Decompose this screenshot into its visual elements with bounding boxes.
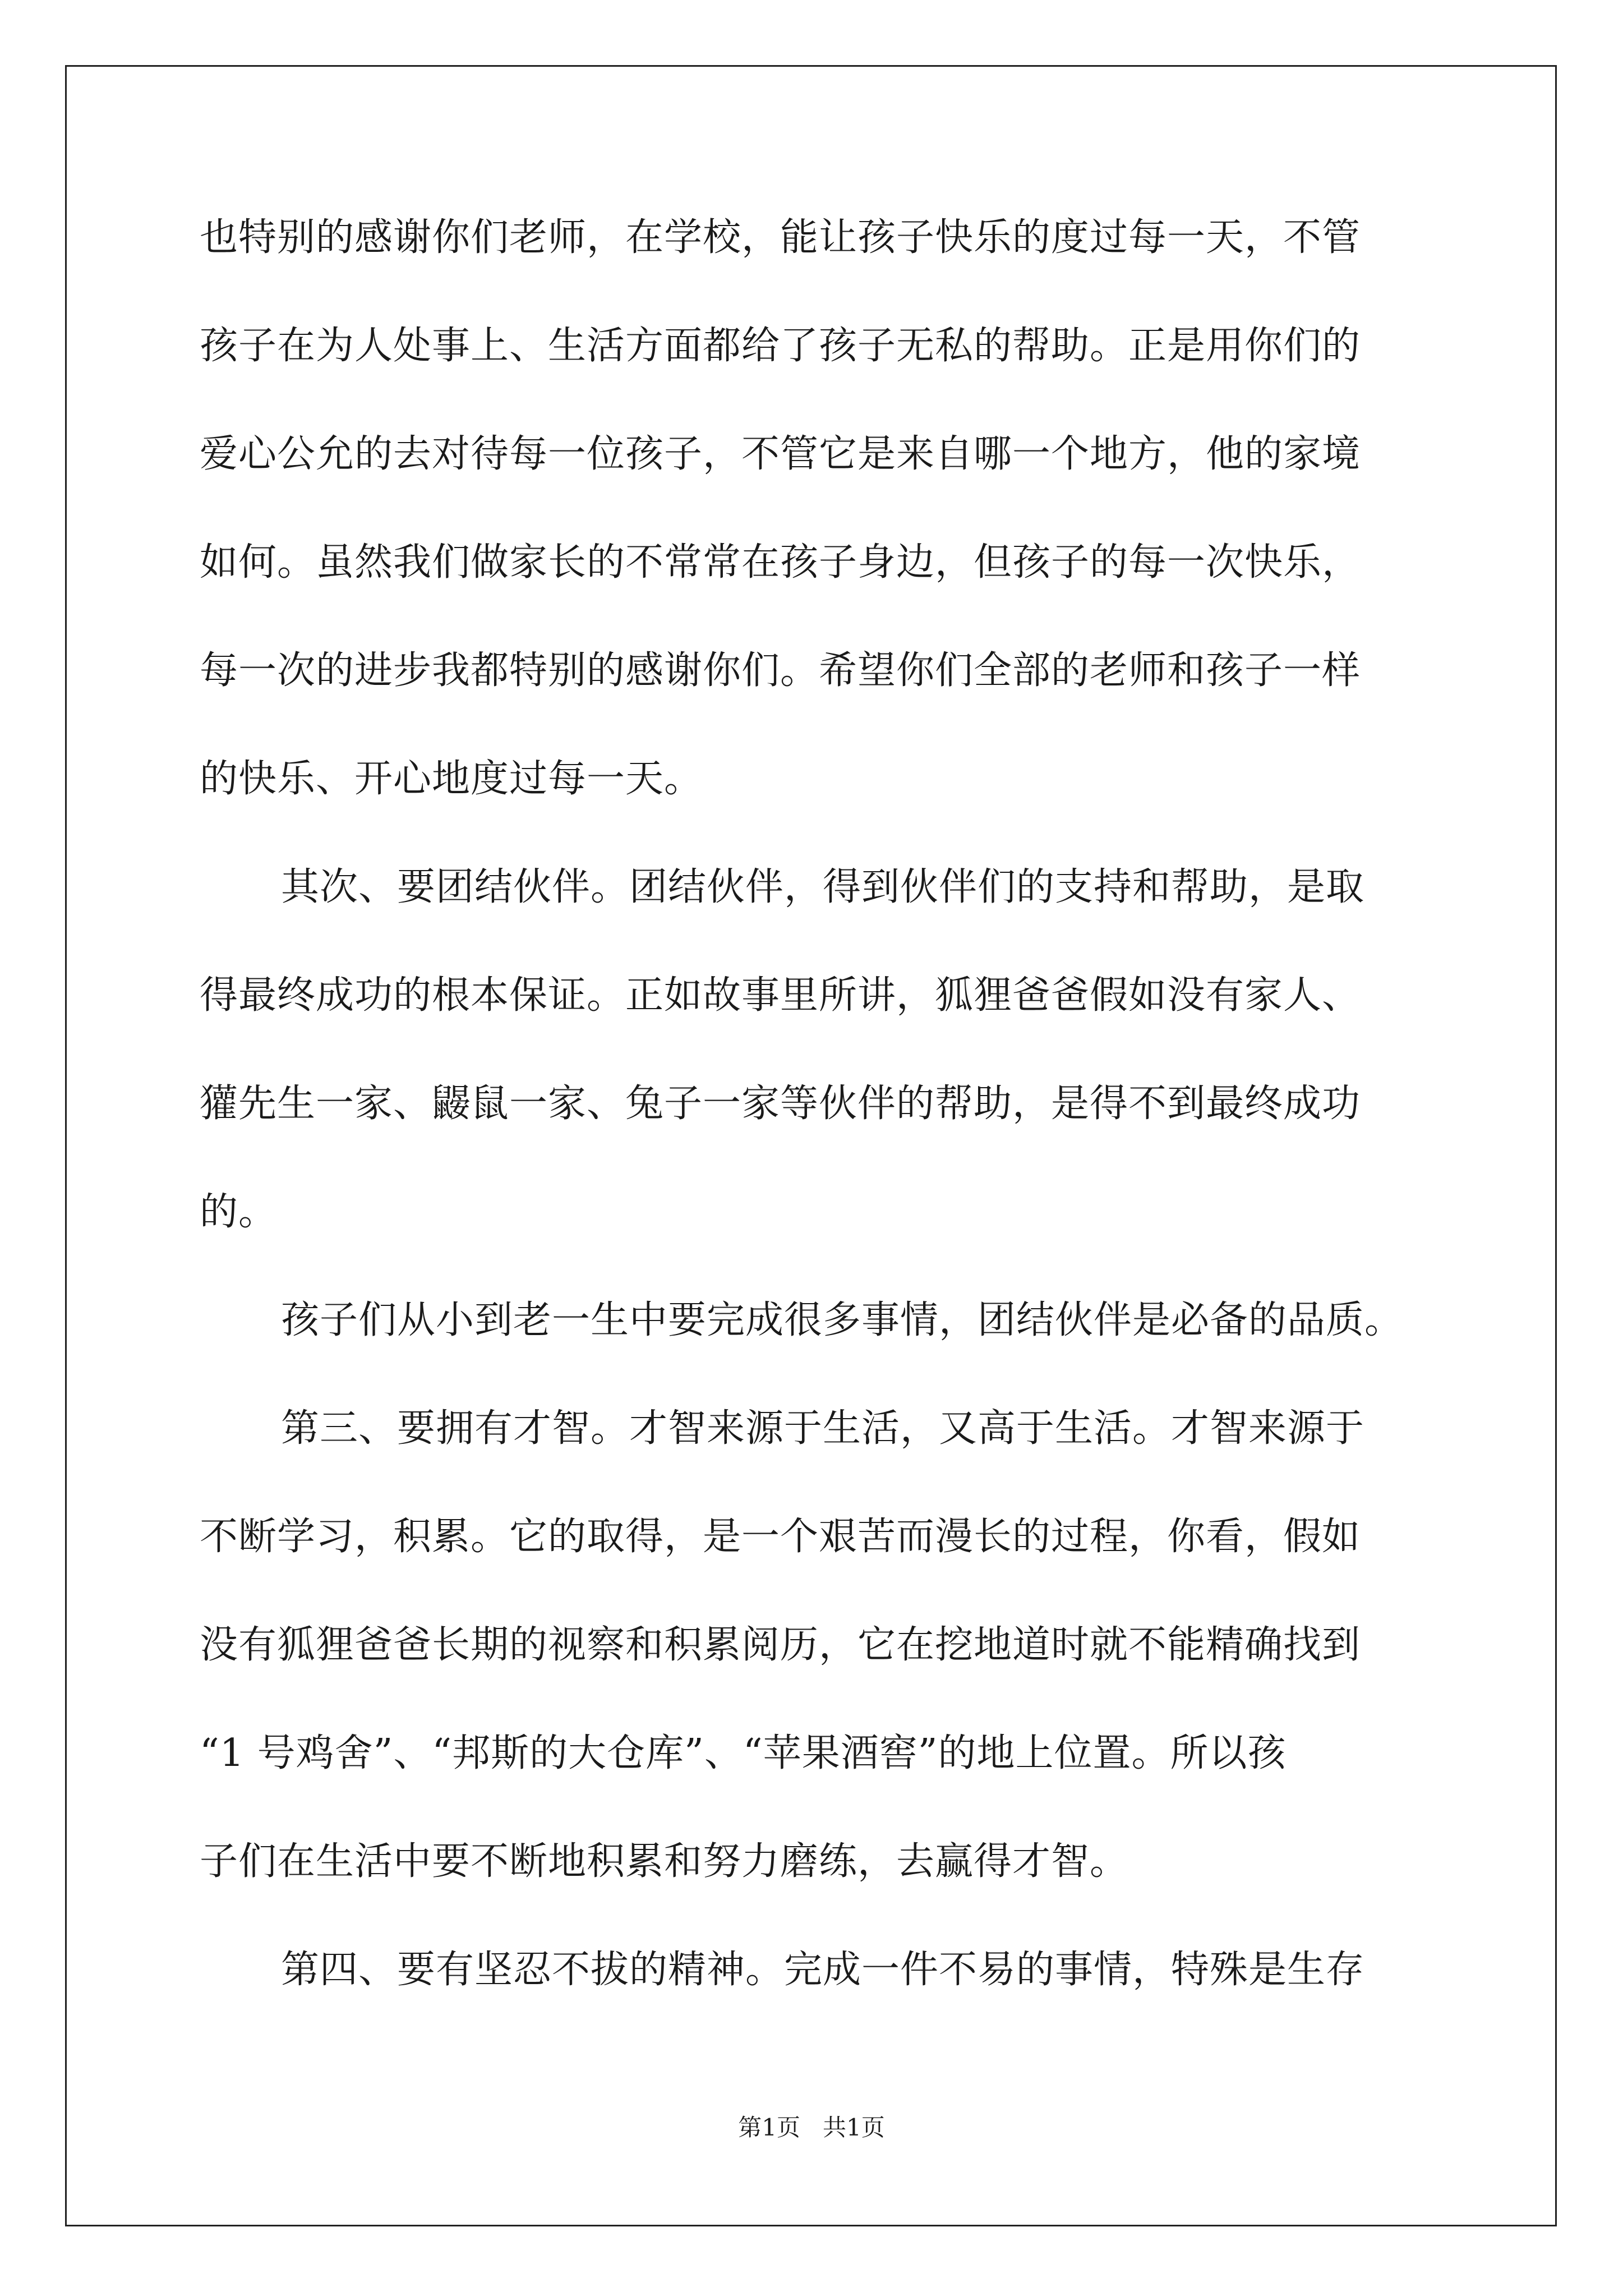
text-line: 爱心公允的去对待每一位孩子，不管它是来自哪一个地方，他的家境: [200, 432, 1361, 476]
text-line: 不断学习，积累。它的取得，是一个艰苦而漫长的过程，你看，假如: [200, 1515, 1361, 1559]
text-line: 第三、要拥有才智。才智来源于生活，又高于生活。才智来源于: [281, 1406, 1365, 1451]
text-line: 其次、要团结伙伴。团结伙伴，得到伙伴们的支持和帮助，是取: [281, 865, 1365, 909]
text-line: “1 号鸡舍”、“邦斯的大仓库”、“苹果酒窖”的地上位置。所以孩: [200, 1731, 1287, 1775]
text-line: 孩子在为人处事上、生活方面都给了孩子无私的帮助。正是用你们的: [200, 324, 1361, 368]
text-line: 也特别的感谢你们老师，在学校，能让孩子快乐的度过每一天，不管: [200, 215, 1361, 260]
text-line: 的快乐、开心地度过每一天。: [200, 757, 703, 801]
text-line: 的。: [200, 1190, 278, 1234]
text-line: 如何。虽然我们做家长的不常常在孩子身边，但孩子的每一次快乐，: [200, 540, 1361, 585]
text-line: 每一次的进步我都特别的感谢你们。希望你们全部的老师和孩子一样: [200, 648, 1361, 693]
text-line: 獾先生一家、鼹鼠一家、兔子一家等伙伴的帮助，是得不到最终成功: [200, 1082, 1361, 1126]
page-border: [65, 65, 1557, 2226]
text-line: 没有狐狸爸爸长期的视察和积累阅历，它在挖地道时就不能精确找到: [200, 1623, 1361, 1667]
page-footer: [0, 2109, 1623, 2143]
text-line: 第四、要有坚忍不拔的精神。完成一件不易的事情，特殊是生存: [281, 1948, 1365, 1992]
text-line: 子们在生活中要不断地积累和努力磨练，去赢得才智。: [200, 1839, 1129, 1884]
text-line: 孩子们从小到老一生中要完成很多事情，团结伙伴是必备的品质。: [281, 1298, 1404, 1342]
text-line: 得最终成功的根本保证。正如故事里所讲，狐狸爸爸假如没有家人、: [200, 973, 1361, 1018]
page-number: 第1页 共1页: [738, 2114, 885, 2141]
